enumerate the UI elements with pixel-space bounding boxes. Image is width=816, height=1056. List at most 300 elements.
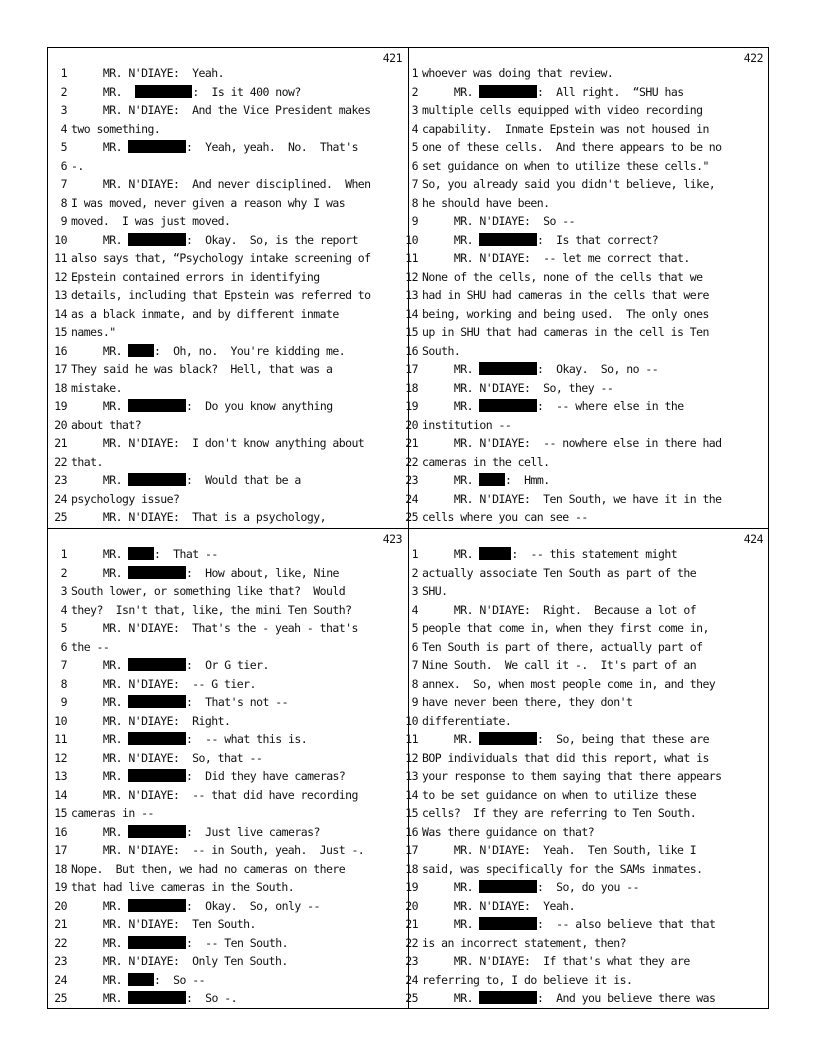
line-text (422, 418, 511, 432)
line-text (71, 788, 358, 802)
redaction-bar (128, 473, 186, 486)
line-text-segment: MR. (422, 232, 480, 247)
line-text (71, 695, 288, 709)
line-number: 12 (54, 269, 67, 284)
line-text-segment: MR. N'DIAYE: So, that -- (71, 750, 263, 765)
line-number: 19 (54, 399, 67, 413)
transcript-line (47, 547, 408, 562)
line-text-segment: MR. N'DIAYE: -- G tier. (71, 676, 256, 691)
line-number: 5 (411, 140, 418, 154)
line-number: 11 (405, 732, 418, 746)
line-text (71, 751, 262, 765)
line-text (422, 843, 696, 857)
line-text (71, 473, 301, 487)
line-text-segment: capability. Inmate Epstein was not housed in (422, 121, 709, 136)
line-text-segment: have never been there, they don't (422, 695, 633, 709)
line-text (71, 806, 154, 820)
transcript-line (47, 177, 408, 192)
line-text-segment: to be set guidance on when to utilize these (422, 787, 697, 802)
line-text (71, 159, 84, 173)
line-text-segment: : So -. (185, 991, 237, 1005)
line-number: 21 (405, 917, 418, 931)
line-number: 12 (405, 269, 418, 284)
transcript-line (408, 658, 769, 673)
transcript-line (47, 899, 408, 914)
line-text-segment: also says that, “Psychology intake screening of (71, 251, 371, 265)
transcript-line (405, 769, 769, 784)
transcript-line (47, 85, 408, 100)
line-number: 13 (405, 769, 418, 783)
line-text (71, 399, 333, 413)
line-text-segment: MR. N'DIAYE: So, they -- (422, 380, 614, 395)
line-number: 13 (54, 769, 67, 783)
transcript-line (408, 566, 769, 581)
transcript-line (405, 288, 769, 303)
line-text-segment: MR. N'DIAYE: -- that did have recording (71, 787, 358, 802)
transcript-line (47, 436, 408, 451)
redaction-bar (128, 973, 154, 986)
redaction-bar (479, 473, 505, 486)
transcript-line (405, 269, 769, 285)
line-text-segment: MR. N'DIAYE: Right. Because a lot of (422, 602, 697, 617)
line-text-segment: South. (422, 343, 461, 358)
line-number: 19 (405, 399, 418, 413)
line-text-segment: MR. (71, 732, 129, 746)
line-text (422, 603, 696, 617)
line-number: 1 (60, 66, 67, 80)
line-number: 6 (411, 639, 418, 654)
line-text (422, 991, 715, 1005)
transcript-page-421 (47, 47, 408, 528)
line-number: 24 (54, 491, 67, 506)
line-number: 9 (60, 695, 67, 709)
transcript-line (405, 399, 769, 414)
redaction-bar (128, 899, 186, 912)
transcript-line (405, 325, 769, 340)
line-text-segment: MR. N'DIAYE: So -- (422, 214, 575, 228)
line-text-segment: said, was specifically for the SAMs inmates. (422, 861, 703, 876)
line-text-segment: that. (71, 454, 103, 469)
transcript-line (405, 232, 769, 248)
line-text (71, 843, 364, 857)
line-text-segment: MR. N'DIAYE: I don't know anything about (71, 436, 365, 450)
line-number: 10 (54, 232, 67, 247)
redaction-bar (128, 732, 186, 745)
line-text (422, 288, 709, 302)
line-text-segment: MR. (71, 84, 135, 99)
line-number: 17 (405, 362, 418, 376)
transcript-line (405, 972, 769, 988)
line-text (71, 455, 103, 469)
line-text-segment: MR. (422, 362, 480, 376)
line-text (71, 677, 256, 691)
line-number: 25 (54, 991, 67, 1005)
line-text-segment: MR. (71, 695, 129, 709)
line-number: 8 (411, 195, 418, 210)
line-text (71, 714, 230, 728)
line-number: 21 (54, 917, 67, 931)
page-number: 421 (382, 51, 402, 65)
redaction-bar (128, 344, 154, 357)
line-number: 19 (54, 880, 67, 894)
line-number: 8 (60, 195, 67, 210)
line-number: 15 (54, 325, 67, 339)
line-number: 11 (54, 251, 67, 265)
line-text-segment: MR. (71, 232, 129, 247)
transcript-line (405, 417, 769, 433)
transcript-line (408, 177, 769, 192)
redaction-bar (128, 140, 186, 153)
line-number: 3 (411, 584, 418, 598)
line-text (71, 122, 160, 136)
line-text-segment: None of the cells, none of the cells that we (422, 269, 703, 284)
line-text (71, 344, 345, 358)
line-text-segment: They said he was black? Hell, that was a (71, 362, 333, 376)
line-text-segment: MR. (422, 399, 480, 413)
transcript-line (405, 806, 769, 821)
line-number: 4 (411, 602, 418, 617)
line-text (71, 270, 320, 284)
line-number: 22 (405, 454, 418, 469)
line-text (422, 455, 549, 469)
line-text-segment: : Is it 400 now? (192, 84, 301, 99)
transcript-line (47, 66, 408, 81)
line-text (422, 510, 588, 524)
line-text-segment: MR. N'DIAYE: -- let me correct that. (422, 251, 690, 265)
line-number: 17 (54, 843, 67, 857)
line-text-segment: the -- (71, 639, 110, 654)
line-number: 16 (54, 343, 67, 358)
line-number: 23 (405, 954, 418, 968)
line-number: 4 (411, 121, 418, 136)
line-text (71, 584, 345, 598)
line-number: 20 (405, 898, 418, 913)
transcript-line (405, 306, 769, 322)
transcript-line (47, 492, 408, 507)
line-text (422, 547, 677, 561)
line-number: 9 (60, 214, 67, 228)
line-text-segment: mistake. (71, 380, 122, 395)
transcript-line (47, 973, 408, 988)
transcript-line (405, 861, 769, 877)
line-number: 15 (54, 806, 67, 820)
transcript-line (405, 824, 769, 840)
line-text (422, 325, 709, 339)
line-text-segment: MR. N'DIAYE: -- in South, yeah. Just -. (71, 843, 365, 857)
line-number: 1 (60, 547, 67, 561)
line-number: 18 (54, 861, 67, 876)
transcript-line (47, 140, 408, 155)
line-text-segment: MR. (422, 84, 480, 99)
transcript-line (405, 843, 769, 858)
line-text (71, 307, 339, 321)
line-text-segment: : Just live cameras? (185, 824, 320, 839)
transcript-line (47, 399, 408, 414)
line-text-segment: annex. So, when most people come in, and they (422, 676, 716, 691)
line-text (422, 122, 709, 136)
redaction-bar (128, 695, 186, 708)
line-text (422, 584, 448, 598)
line-text (422, 251, 690, 265)
line-text (71, 362, 332, 376)
line-text (422, 566, 696, 580)
line-text (422, 381, 613, 395)
line-number: 24 (405, 972, 418, 987)
line-text (422, 103, 702, 117)
line-text-segment: : So -- (153, 972, 205, 987)
line-number: 11 (405, 251, 418, 265)
line-text-segment: : -- Ten South. (185, 935, 288, 950)
transcript-line (47, 233, 408, 248)
transcript-line (405, 954, 769, 969)
line-text (422, 196, 549, 210)
transcript-line (47, 658, 408, 673)
line-text (71, 288, 371, 302)
page-number: 422 (743, 51, 763, 65)
line-number: 1 (411, 547, 418, 561)
line-text (422, 159, 709, 173)
line-text-segment: he should have been. (422, 195, 550, 210)
transcript-line (47, 936, 408, 951)
line-text-segment: : That -- (153, 547, 218, 561)
line-text (422, 344, 460, 358)
line-text-segment: : That's not -- (185, 695, 288, 709)
line-text-segment: : Hmm. (504, 473, 550, 487)
line-text-segment: : Did they have cameras? (185, 769, 346, 783)
transcript-line (405, 343, 769, 359)
line-text-segment: : Okay. So, only -- (185, 898, 320, 913)
transcript-line (405, 917, 769, 932)
line-text-segment: MR. (422, 880, 480, 894)
line-number: 24 (54, 972, 67, 987)
transcript-line (405, 898, 769, 914)
transcript-line (47, 843, 408, 858)
line-number: 18 (405, 861, 418, 876)
redaction-bar (479, 399, 537, 412)
line-text-segment: MR. (71, 473, 129, 487)
line-number: 7 (411, 177, 418, 191)
line-text (422, 66, 613, 80)
transcript-line (405, 454, 769, 470)
transcript-line (47, 954, 408, 969)
transcript-line (47, 732, 408, 747)
line-text (422, 140, 722, 154)
line-number: 5 (411, 621, 418, 635)
transcript-line (408, 640, 769, 655)
page-number: 424 (743, 532, 763, 546)
line-number: 19 (405, 880, 418, 894)
line-text (71, 381, 122, 395)
line-text-segment: : Is that correct? (536, 232, 659, 247)
transcript-line (47, 880, 408, 895)
line-number: 10 (405, 713, 418, 728)
line-text (71, 177, 371, 191)
line-number: 13 (54, 288, 67, 302)
transcript-line (408, 85, 769, 100)
redaction-bar (479, 362, 537, 375)
line-number: 2 (411, 565, 418, 580)
transcript-line (47, 103, 408, 118)
transcript-line (47, 159, 408, 174)
line-text-segment: So, you already said you didn't believe, like, (422, 177, 716, 191)
line-text-segment: MR. N'DIAYE: Ten South, we have it in the (422, 491, 722, 506)
line-text-segment: MR. (422, 473, 480, 487)
transcript-line (47, 473, 408, 488)
transcript-line (47, 455, 408, 470)
line-text-segment: moved. I was just moved. (71, 214, 231, 228)
transcript-line (405, 750, 769, 766)
line-text-segment: referring to, I do believe it is. (422, 972, 633, 987)
line-text-segment: as a black inmate, and by different inmate (71, 306, 339, 321)
line-text-segment: whoever was doing that review. (422, 66, 614, 80)
line-text-segment: MR. (71, 935, 129, 950)
line-number: 22 (54, 935, 67, 950)
line-text (422, 270, 702, 284)
transcript-line (405, 935, 769, 951)
line-text (71, 325, 116, 339)
line-text-segment: Epstein contained errors in identifying (71, 269, 320, 284)
line-text (71, 973, 205, 987)
line-text-segment: MR. N'DIAYE: Yeah. (71, 66, 224, 80)
line-text-segment: MR. N'DIAYE: That's the - yeah - that's (71, 621, 358, 635)
line-text (422, 917, 715, 931)
redaction-bar (128, 399, 186, 412)
line-text-segment: Nine South. We call it -. It's part of an (422, 658, 697, 672)
line-number: 25 (54, 510, 67, 524)
line-number: 3 (411, 103, 418, 117)
line-text (71, 825, 320, 839)
line-text-segment: cameras in -- (71, 806, 154, 820)
transcript-line (47, 788, 408, 803)
line-text-segment: -. (71, 158, 84, 173)
line-number: 23 (54, 473, 67, 487)
line-number: 24 (405, 491, 418, 506)
line-text (71, 603, 351, 617)
line-text-segment: : Yeah, yeah. No. That's (185, 140, 359, 154)
line-text (422, 658, 696, 672)
line-number: 7 (60, 177, 67, 191)
redaction-bar (479, 547, 511, 560)
line-text-segment: they? Isn't that, like, the mini Ten South? (71, 602, 352, 617)
line-text (422, 492, 722, 506)
line-number: 13 (405, 288, 418, 302)
line-text-segment: people that come in, when they first come in, (422, 621, 709, 635)
line-text-segment: MR. N'DIAYE: And never disciplined. When (71, 177, 371, 191)
line-text (422, 806, 696, 820)
line-number: 23 (405, 473, 418, 487)
line-text-segment: MR. (71, 972, 129, 987)
transcript-line (408, 214, 769, 229)
redaction-bar (479, 880, 537, 893)
line-text (71, 991, 237, 1005)
line-text (422, 769, 722, 783)
line-text (71, 140, 358, 154)
line-number: 14 (405, 787, 418, 802)
line-text-segment: : Would that be a (185, 473, 301, 487)
line-text (422, 640, 702, 654)
line-text (422, 899, 575, 913)
redaction-bar (128, 233, 186, 246)
line-text-segment: : All right. “SHU has (536, 84, 684, 99)
line-text-segment: two something. (71, 121, 161, 136)
line-text (71, 510, 326, 524)
redaction-bar (128, 769, 186, 782)
transcript-line (408, 66, 769, 81)
redaction-bar (479, 917, 537, 930)
transcript-line (405, 510, 769, 525)
transcript-line (47, 584, 408, 599)
line-text-segment: MR. (422, 917, 480, 931)
transcript-line (47, 288, 408, 303)
transcript-line (47, 344, 408, 359)
transcript-line (405, 713, 769, 729)
line-text-segment: : So, being that these are (536, 732, 710, 746)
line-text-segment: MR. (71, 565, 129, 580)
redaction-bar (135, 85, 193, 98)
line-number: 23 (54, 954, 67, 968)
line-text-segment: details, including that Epstein was referred to (71, 288, 371, 302)
transcript-line (47, 991, 408, 1006)
line-text (422, 936, 626, 950)
line-text (71, 769, 345, 783)
line-text (422, 954, 690, 968)
transcript-line (408, 603, 769, 618)
redaction-bar (128, 991, 186, 1004)
transcript-line (405, 787, 769, 803)
line-text-segment: MR. N'DIAYE: If that's what they are (422, 954, 690, 968)
line-text (71, 954, 288, 968)
line-text (71, 196, 345, 210)
line-text-segment: MR. N'DIAYE: Yeah. (422, 898, 575, 913)
line-text-segment: MR. N'DIAYE: And the Vice President makes (71, 103, 371, 117)
transcript-line (47, 214, 408, 229)
line-text-segment: : -- where else in the (536, 399, 684, 413)
redaction-bar (128, 566, 186, 579)
transcript-line (47, 640, 408, 655)
line-text (422, 862, 702, 876)
line-text-segment: being, working and being used. The only ones (422, 306, 709, 321)
line-text-segment: MR. (422, 732, 480, 746)
line-text-segment: actually associate Ten South as part of the (422, 565, 697, 580)
line-text (71, 862, 345, 876)
line-text (422, 973, 632, 987)
line-number: 15 (405, 325, 418, 339)
line-text-segment: cells where you can see -- (422, 510, 588, 524)
transcript-line (405, 436, 769, 451)
line-text-segment: : So, do you -- (536, 880, 639, 894)
line-text (71, 899, 320, 913)
transcript-line (47, 825, 408, 840)
line-text-segment: MR. (71, 824, 129, 839)
line-number: 6 (60, 158, 67, 173)
line-text (422, 473, 550, 487)
redaction-bar (128, 658, 186, 671)
transcript-line (405, 380, 769, 396)
transcript-line (47, 862, 408, 877)
line-text-segment: : Okay. So, no -- (536, 362, 659, 376)
line-number: 3 (60, 584, 67, 598)
transcript-line (47, 917, 408, 932)
line-number: 9 (411, 214, 418, 228)
page-number: 423 (382, 532, 402, 546)
line-number: 2 (60, 565, 67, 580)
line-text (422, 732, 709, 746)
line-text-segment: MR. (71, 769, 129, 783)
line-number: 22 (54, 454, 67, 469)
line-number: 6 (60, 639, 67, 654)
line-text-segment: Nope. But then, we had no cameras on there (71, 861, 346, 876)
line-text (71, 917, 256, 931)
